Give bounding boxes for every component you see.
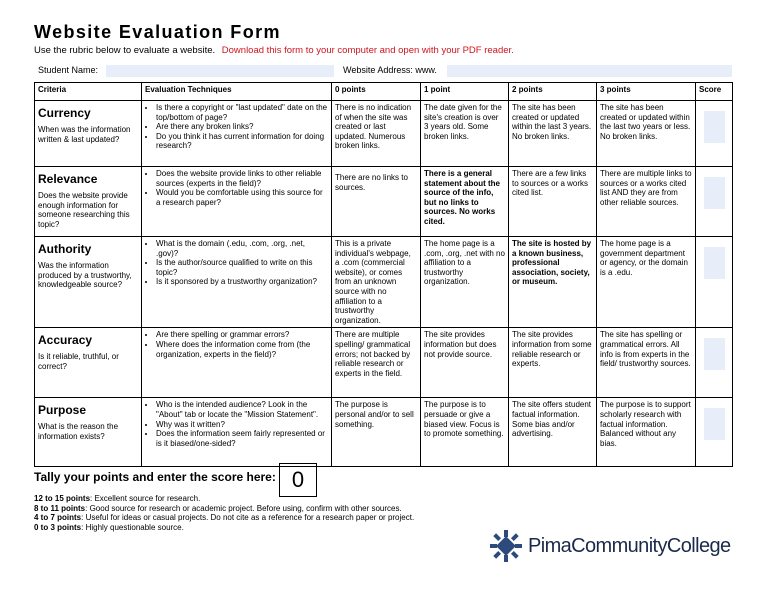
header-techniques: Evaluation Techniques — [142, 83, 332, 101]
techniques-cell — [142, 398, 332, 467]
points-2-cell: There are a few links to sources or a works cited list. — [509, 167, 597, 237]
score-input-currency[interactable] — [704, 111, 725, 143]
score-input-relevance[interactable] — [704, 177, 725, 209]
legend-text: : Useful for ideas or casual projects. Do not cite as a reference for a research paper or project. — [81, 513, 415, 523]
technique-item: • Is there a copyright or "last updated" date on the top/bottom of page? — [156, 103, 328, 122]
points-1-cell: The home page is a .com, .org, .net with no affiliation to a trustworthy organization. — [421, 237, 509, 328]
techniques-cell — [142, 101, 332, 167]
points-0-cell: This is a private individual's webpage, a .com (commercial website), or comes from an unknown source with no affiliation to a trustworthy organization. — [332, 237, 421, 328]
technique-item: • Where does the information come from (the organization, experts in the field)? — [156, 340, 328, 359]
header-score: Score — [696, 83, 733, 101]
website-address-label: Website Address: www. — [343, 65, 437, 75]
legend-item — [34, 504, 414, 514]
points-3-cell: The site has been created or updated within the last two years or less. No broken links. — [597, 101, 696, 167]
legend-item — [34, 513, 414, 523]
website-address-field[interactable] — [447, 65, 732, 77]
score-cell — [696, 237, 733, 328]
student-name-field[interactable] — [106, 65, 334, 77]
criteria-cell — [35, 398, 142, 467]
score-input-authority[interactable] — [704, 247, 725, 279]
technique-item: • Are there spelling or grammar errors? — [156, 330, 328, 340]
tally-label: Tally your points and enter the score here: — [34, 470, 276, 484]
legend-range: 4 to 7 points — [34, 513, 82, 523]
instructions — [34, 45, 514, 56]
technique-item: • Why was it written? — [156, 420, 328, 430]
points-1-cell: The purpose is to persuade or give a biased view. Focus is to promote something. — [421, 398, 509, 467]
legend-text: : Excellent source for research. — [90, 494, 201, 503]
points-1-cell: There is a general statement about the source of the info, but no links to sources. No works cited. — [421, 167, 509, 237]
header-2-points: 2 points — [509, 83, 597, 101]
instruction-text: Use the rubric below to evaluate a website. — [34, 45, 216, 56]
points-3-cell: The purpose is to support scholarly research with factual information. Balanced without any bias. — [597, 398, 696, 467]
technique-item: • Is the author/source qualified to write on this topic? — [156, 258, 328, 277]
criteria-question: Does the website provide enough information for someone researching this topic? — [38, 191, 130, 229]
points-2-cell: The site provides information from some reliable research or experts. — [509, 328, 597, 398]
score-cell — [696, 398, 733, 467]
score-input-accuracy[interactable] — [704, 338, 725, 370]
technique-item: • What is the domain (.edu, .com, .org, .net, .gov)? — [156, 239, 328, 258]
points-2-cell: The site offers student factual information. Some bias and/or advertising. — [509, 398, 597, 467]
legend-text: : Highly questionable source. — [81, 522, 184, 532]
table-row-purpose — [35, 398, 733, 467]
college-name: PimaCommunityCollege — [528, 534, 731, 557]
criteria-cell — [35, 237, 142, 328]
technique-item: • Are there any broken links? — [156, 122, 328, 132]
technique-item: • Does the website provide links to other reliable sources (experts in the field)? — [156, 169, 328, 188]
criteria-cell — [35, 101, 142, 167]
table-row-relevance — [35, 167, 733, 237]
criteria-name: Authority — [38, 242, 92, 256]
techniques-cell — [142, 328, 332, 398]
criteria-cell — [35, 328, 142, 398]
technique-item: • Does the information seem fairly represented or is it biased/one-sided? — [156, 429, 328, 448]
score-input-purpose[interactable] — [704, 408, 725, 440]
header-0-points: 0 points — [332, 83, 421, 101]
criteria-question: What is the reason the information exists? — [38, 422, 119, 441]
points-0-cell — [332, 167, 421, 237]
score-legend — [34, 494, 414, 532]
score-cell — [696, 167, 733, 237]
points-3-cell: The home page is a government department or agency, or the domain is a .edu. — [597, 237, 696, 328]
college-logo — [488, 528, 731, 564]
criteria-cell — [35, 167, 142, 237]
page-title: Website Evaluation Form — [34, 22, 281, 42]
pima-emblem-icon — [488, 528, 524, 564]
technique-item: • Do you think it has current information for doing research? — [156, 132, 328, 151]
techniques-cell — [142, 237, 332, 328]
table-header-row — [35, 83, 733, 101]
technique-item: • Who is the intended audience? Look in the "About" tab or locate the "Mission Statement". — [156, 400, 328, 419]
student-name-label: Student Name: — [38, 65, 99, 75]
points-0-cell: There is no indication of when the site was created or last updated. Numerous broken links. — [332, 101, 421, 167]
header-1-point: 1 point — [421, 83, 509, 101]
points-3-cell: There are multiple links to sources or a works cited list AND they are from other reliable sources. — [597, 167, 696, 237]
points-2-cell: The site has been created or updated within the last 3 years. No broken links. — [509, 101, 597, 167]
points-2-cell: The site is hosted by a known business, professional association, society, or museum. — [509, 237, 597, 328]
score-cell — [696, 101, 733, 167]
header-3-points: 3 points — [597, 83, 696, 101]
legend-range: 0 to 3 points — [34, 522, 82, 532]
legend-range: 8 to 11 points — [34, 503, 86, 513]
download-note: Download this form to your computer and open with your PDF reader. — [221, 45, 514, 56]
points-0-text: There are no links to sources. — [335, 173, 408, 192]
criteria-name: Accuracy — [38, 333, 93, 348]
points-3-cell: The site has spelling or grammatical errors. All info is from experts in the field/ trustworthy sources. — [597, 328, 696, 398]
legend-range: 12 to 15 points — [34, 494, 91, 503]
technique-item: • Is it sponsored by a trustworthy organization? — [156, 277, 328, 287]
criteria-question: Was the information produced by a trustworthy, knowledgeable source? — [38, 261, 132, 290]
legend-item — [34, 494, 414, 504]
table-row-currency — [35, 101, 733, 167]
points-0-cell: There are multiple spelling/ grammatical errors; not backed by reliable research or experts in the field. — [332, 328, 421, 398]
total-score-field[interactable]: 0 — [279, 463, 317, 497]
technique-item: • Would you be comfortable using this source for a research paper? — [156, 188, 328, 207]
techniques-cell — [142, 167, 332, 237]
criteria-name: Relevance — [38, 172, 98, 186]
points-1-cell: The site provides information but does not provide source. — [421, 328, 509, 398]
criteria-name: Purpose — [38, 403, 87, 418]
rubric-table — [34, 82, 733, 467]
criteria-question: Is it reliable, truthful, or correct? — [38, 352, 119, 371]
score-cell — [696, 328, 733, 398]
header-criteria: Criteria — [35, 83, 142, 101]
criteria-question: When was the information written & last updated? — [38, 125, 131, 144]
table-row-accuracy — [35, 328, 733, 398]
points-0-cell: The purpose is personal and/or to sell something. — [332, 398, 421, 467]
legend-item — [34, 523, 414, 533]
legend-text: : Good source for research or academic project. Before using, confirm with other sources. — [85, 503, 402, 513]
table-row-authority — [35, 237, 733, 328]
points-1-cell: The date given for the site's creation is over 3 years old. Some broken links. — [421, 101, 509, 167]
criteria-name: Currency — [38, 106, 91, 120]
